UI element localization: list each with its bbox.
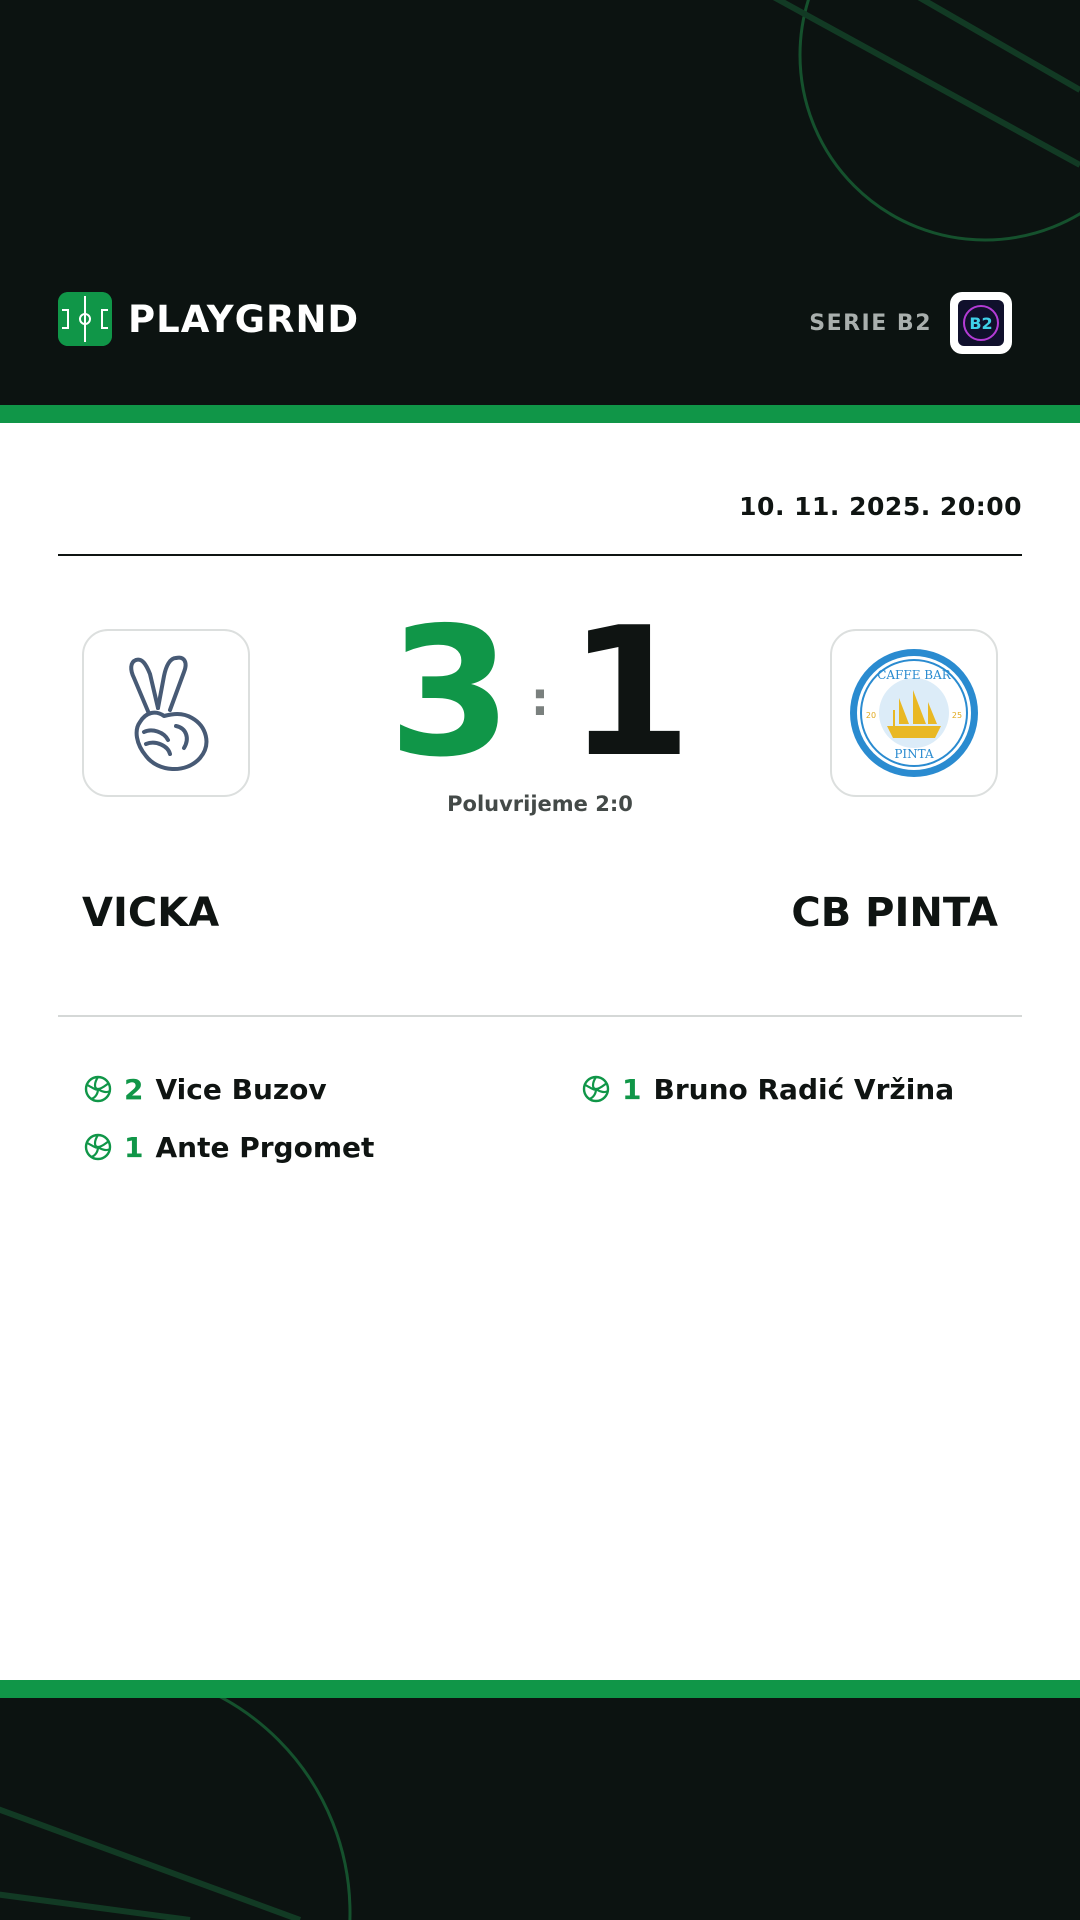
divider — [58, 1015, 1022, 1017]
volleyball-icon — [84, 1133, 112, 1161]
volleyball-icon — [582, 1075, 610, 1103]
brand-name: PLAYGRND — [128, 297, 360, 341]
away-score: 1 — [568, 589, 692, 796]
player-name[interactable]: Vice Buzov — [155, 1072, 327, 1106]
home-score: 3 — [388, 589, 512, 796]
home-scorers — [84, 1067, 374, 1183]
pitch-lines-decoration — [0, 1698, 1080, 1920]
accent-bar-bottom — [0, 1680, 1080, 1698]
peace-hand-icon — [106, 648, 226, 778]
away-logo-top-text: CAFFE BAR — [877, 668, 951, 682]
scorer-row — [84, 1125, 374, 1169]
home-team-name[interactable]: VICKA — [82, 890, 220, 936]
league-logo-text: B2 — [969, 314, 993, 333]
league-name: SERIE B2 — [809, 310, 932, 336]
score-separator: : — [530, 672, 550, 726]
divider — [58, 554, 1022, 556]
home-team-logo[interactable] — [82, 629, 250, 797]
goal-count: 1 — [124, 1130, 144, 1164]
away-team-logo[interactable] — [830, 629, 998, 797]
away-logo-year-right: 25 — [951, 711, 963, 720]
scoreboard — [388, 589, 692, 796]
ship-badge-icon — [847, 646, 981, 780]
match-datetime: 10. 11. 2025. 20:00 — [739, 492, 1022, 521]
league-badge-icon — [958, 300, 1004, 346]
pitch-icon — [58, 292, 112, 346]
player-name[interactable]: Bruno Radić Vržina — [653, 1072, 955, 1106]
footer — [0, 1698, 1080, 1920]
player-name[interactable]: Ante Prgomet — [155, 1130, 375, 1164]
goal-count: 2 — [124, 1072, 144, 1106]
away-logo-year-left: 20 — [865, 711, 877, 720]
away-scorers — [582, 1067, 954, 1125]
volleyball-icon — [84, 1075, 112, 1103]
header — [0, 0, 1080, 405]
away-team-name[interactable]: CB PINTA — [791, 890, 998, 936]
goal-count: 1 — [622, 1072, 642, 1106]
accent-bar-top — [0, 405, 1080, 423]
league — [809, 292, 1012, 354]
scorer-row — [582, 1067, 954, 1111]
league-logo[interactable] — [950, 292, 1012, 354]
scorer-row — [84, 1067, 374, 1111]
halftime-score: Poluvrijeme 2:0 — [447, 792, 633, 816]
away-logo-bottom-text: PINTA — [894, 747, 934, 761]
brand[interactable] — [58, 291, 359, 347]
